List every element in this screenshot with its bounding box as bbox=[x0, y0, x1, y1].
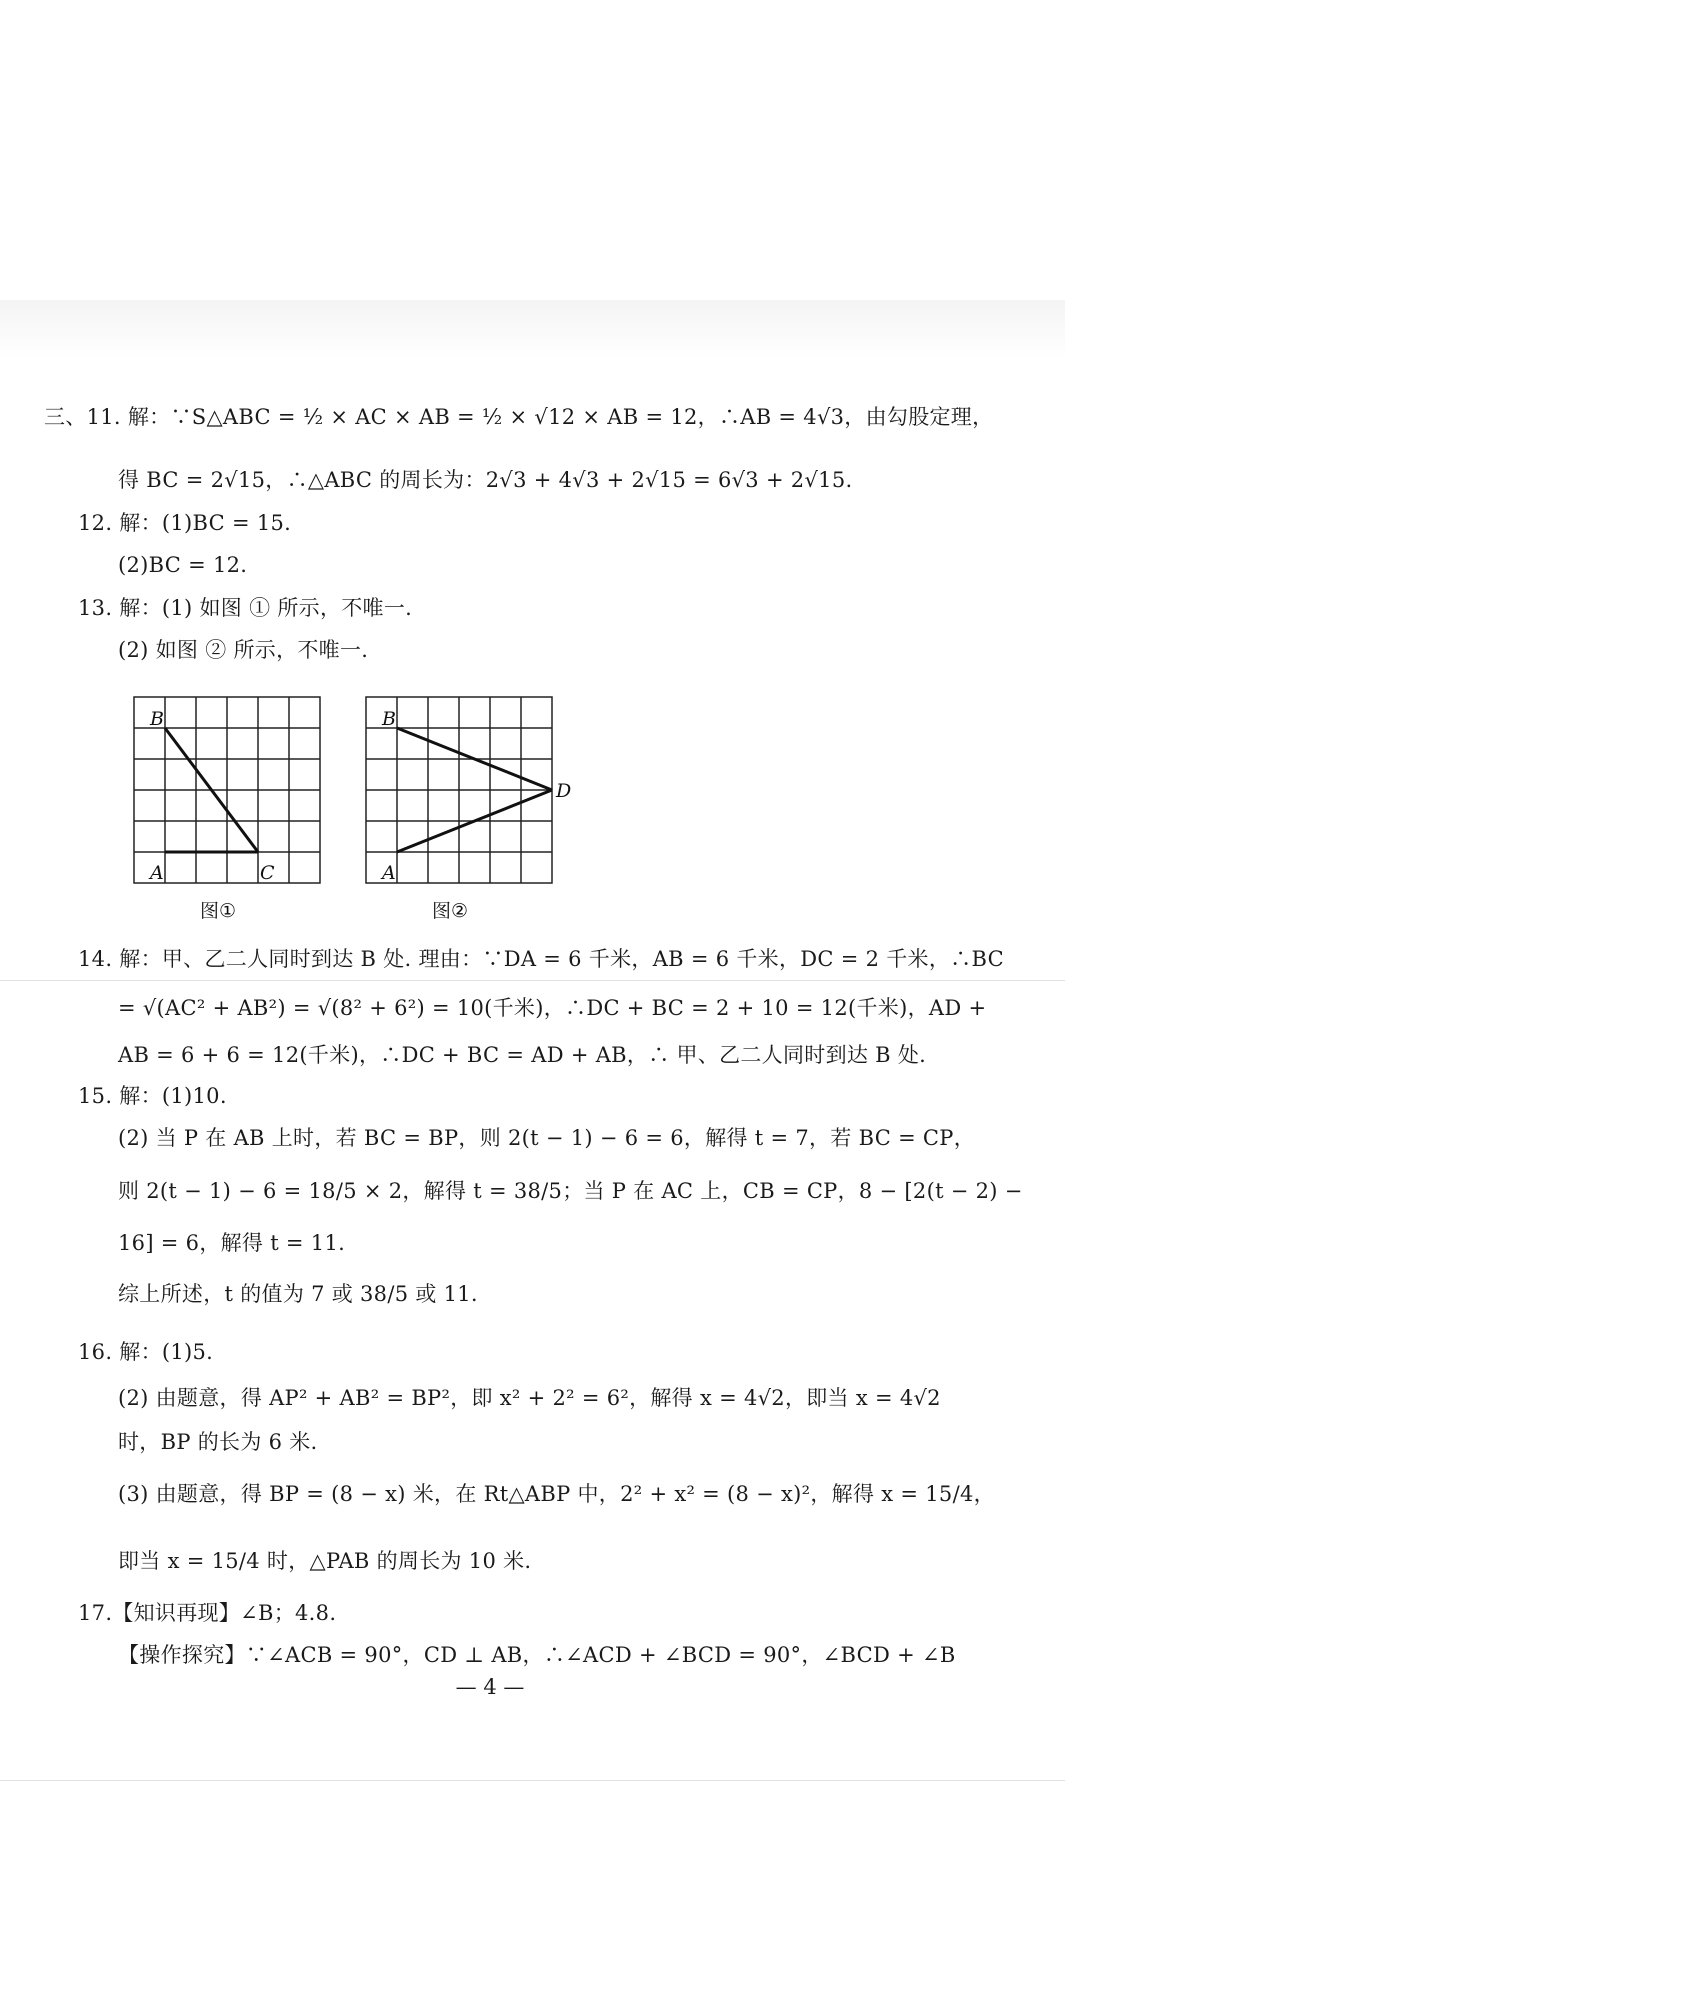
text-line: (2) 如图 ② 所示，不唯一. bbox=[118, 638, 369, 662]
figure2-label-b: B bbox=[382, 708, 396, 730]
fold-line bbox=[0, 980, 1065, 981]
scan-shadow bbox=[0, 300, 1065, 360]
text-line: 综上所述，t 的值为 7 或 38/5 或 11. bbox=[118, 1282, 478, 1306]
figure2-caption: 图② bbox=[432, 900, 469, 922]
figure1-label-a: A bbox=[150, 862, 164, 884]
text-line: 即当 x = 15/4 时，△PAB 的周长为 10 米. bbox=[118, 1549, 532, 1573]
grid-figures bbox=[132, 695, 572, 925]
text-line: 15. 解：(1)10. bbox=[78, 1084, 227, 1108]
text-line: 12. 解：(1)BC = 15. bbox=[78, 511, 292, 535]
text-line: (3) 由题意，得 BP = (8 − x) 米，在 Rt△ABP 中，2² + x² = (8 − x)²，解得 x = 15/4， bbox=[118, 1482, 995, 1506]
figure-svg bbox=[132, 695, 572, 925]
text-line: 16] = 6，解得 t = 11. bbox=[118, 1231, 346, 1255]
text-line: (2) 由题意，得 AP² + AB² = BP²，即 x² + 2² = 6²，解得 x = 4√2，即当 x = 4√2 bbox=[118, 1386, 941, 1410]
text-line: 得 BC = 2√15，∴△ABC 的周长为：2√3 + 4√3 + 2√15 = 6√3 + 2√15. bbox=[118, 468, 853, 492]
text-line: (2) 当 P 在 AB 上时，若 BC = BP，则 2(t − 1) − 6 = 6，解得 t = 7，若 BC = CP， bbox=[118, 1126, 976, 1150]
text-line: 14. 解：甲、乙二人同时到达 B 处. 理由：∵DA = 6 千米，AB = 6 千米，DC = 2 千米，∴BC bbox=[78, 947, 1004, 971]
text-line: = √(AC² + AB²) = √(8² + 6²) = 10(千米)，∴DC + BC = 2 + 10 = 12(千米)，AD + bbox=[118, 996, 987, 1020]
figure2-label-d: D bbox=[556, 780, 572, 802]
figure1-label-b: B bbox=[150, 708, 164, 730]
figure2-label-a: A bbox=[382, 862, 396, 884]
text-line: (2)BC = 12. bbox=[118, 553, 248, 577]
text-line: AB = 6 + 6 = 12(千米)，∴DC + BC = AD + AB，∴ 甲、乙二人同时到达 B 处. bbox=[118, 1043, 927, 1067]
fold-line bbox=[0, 1780, 1065, 1781]
text-line: 17.【知识再现】∠B；4.8. bbox=[78, 1601, 337, 1625]
text-line: 则 2(t − 1) − 6 = 18/5 × 2，解得 t = 38/5；当 P 在 AC 上，CB = CP，8 − [2(t − 2) − bbox=[118, 1179, 1023, 1203]
text-line: 16. 解：(1)5. bbox=[78, 1340, 214, 1364]
figure1-label-c: C bbox=[260, 862, 275, 884]
text-line: 【操作探究】∵∠ACB = 90°，CD ⊥ AB，∴∠ACD + ∠BCD = 90°，∠BCD + ∠B bbox=[118, 1643, 956, 1667]
text-line: 三、11. 解：∵S△ABC = ½ × AC × AB = ½ × √12 × AB = 12，∴AB = 4√3，由勾股定理， bbox=[44, 405, 994, 429]
page-number: — 4 — bbox=[455, 1675, 525, 1699]
text-line: 13. 解：(1) 如图 ① 所示，不唯一. bbox=[78, 596, 413, 620]
text-line: 时，BP 的长为 6 米. bbox=[118, 1430, 318, 1454]
figure1-caption: 图① bbox=[200, 900, 237, 922]
